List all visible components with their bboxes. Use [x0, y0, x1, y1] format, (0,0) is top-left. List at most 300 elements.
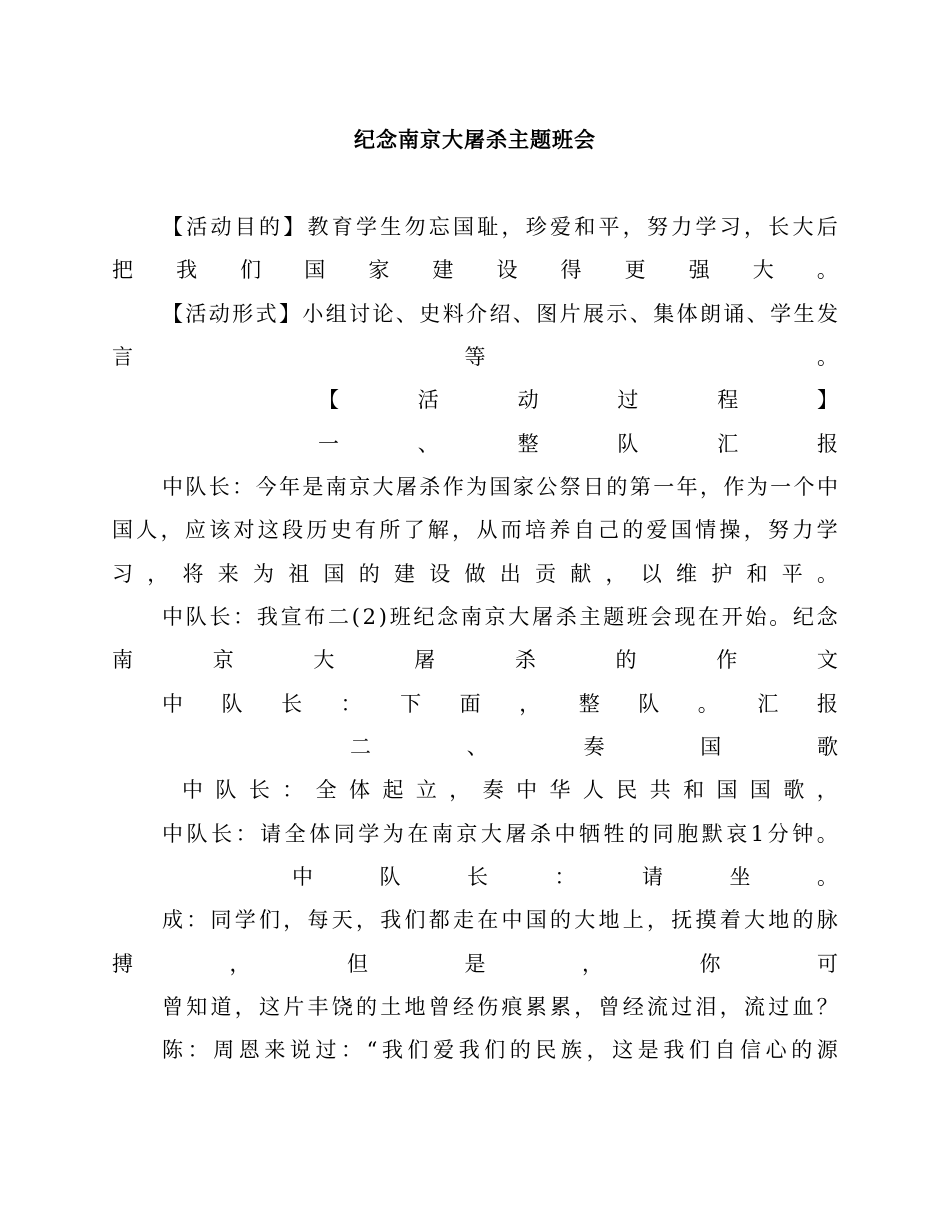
glyph: 一 [653, 475, 675, 499]
glyph: 珍 [525, 215, 547, 239]
glyph: 生 [380, 215, 402, 239]
glyph: 养 [549, 518, 571, 542]
glyph: 队 [617, 432, 639, 456]
glyph: 布 [304, 605, 326, 629]
glyph: 目 [234, 215, 256, 239]
glyph: 讨 [349, 302, 371, 326]
glyph: 们 [404, 908, 426, 932]
glyph: 中 [182, 778, 203, 802]
paragraph-line [182, 775, 838, 805]
glyph: 。 [817, 562, 838, 586]
glyph: 全 [284, 822, 306, 846]
glyph: ( [351, 605, 360, 629]
glyph: ， [744, 215, 765, 239]
glyph: ， [234, 995, 256, 1019]
glyph: 学 [356, 215, 377, 239]
glyph: 的 [509, 1038, 531, 1062]
glyph: 长 [209, 605, 231, 629]
glyph: 出 [499, 562, 521, 586]
glyph: 我 [458, 1038, 480, 1062]
glyph: 报 [816, 692, 838, 716]
glyph: 血 [792, 995, 814, 1019]
glyph: 心 [765, 1038, 787, 1062]
glyph: 介 [466, 302, 488, 326]
glyph: 历 [306, 518, 328, 542]
glyph: 队 [221, 692, 243, 716]
glyph: 学 [234, 908, 256, 932]
glyph: 动 [208, 302, 230, 326]
glyph: 杀 [529, 822, 551, 846]
glyph: ， [647, 908, 668, 932]
glyph: 同 [210, 908, 232, 932]
glyph: 动 [517, 388, 539, 412]
paragraph-line [112, 515, 838, 545]
glyph: 年 [278, 475, 300, 499]
glyph: 累 [525, 995, 547, 1019]
glyph: ？ [816, 995, 838, 1019]
glyph: 示 [606, 302, 628, 326]
glyph: 国 [453, 215, 474, 239]
glyph: 从 [476, 518, 498, 542]
glyph: 摸 [695, 908, 717, 932]
glyph: 集 [653, 302, 675, 326]
glyph: 。 [817, 345, 838, 369]
glyph: 爱 [646, 518, 668, 542]
glyph: 默 [701, 822, 723, 846]
glyph: 今 [255, 475, 277, 499]
glyph: 活 [185, 302, 207, 326]
glyph: 我 [380, 908, 402, 932]
glyph: 大 [752, 258, 774, 282]
glyph: 在 [407, 822, 429, 846]
glyph: 恩 [238, 1038, 260, 1062]
paragraph-line [162, 472, 838, 502]
glyph: ： [233, 605, 255, 629]
glyph: 我 [381, 1038, 403, 1062]
glyph: ： [187, 1038, 209, 1062]
glyph: 体 [676, 302, 698, 326]
glyph: 家 [368, 258, 390, 282]
glyph: 饶 [331, 995, 353, 1019]
glyph: 爱 [433, 1038, 455, 1062]
glyph: 大 [313, 648, 335, 672]
glyph: 陈 [162, 1038, 183, 1062]
glyph: 己 [597, 518, 619, 542]
glyph: 学 [770, 302, 792, 326]
glyph: 民 [535, 1038, 557, 1062]
glyph: 操 [719, 518, 741, 542]
glyph: 都 [428, 908, 450, 932]
glyph: 为 [466, 475, 488, 499]
section-heading [318, 385, 838, 415]
glyph: 体 [309, 822, 331, 846]
glyph: 是 [464, 952, 486, 976]
glyph: 国 [749, 778, 771, 802]
glyph: ， [147, 562, 169, 586]
paragraph-line [162, 819, 838, 849]
glyph: ， [574, 995, 596, 1019]
glyph: 队 [638, 692, 660, 716]
glyph: 请 [642, 865, 663, 889]
glyph: 人 [136, 518, 158, 542]
glyph: 以 [640, 562, 662, 586]
glyph: ， [719, 995, 741, 1019]
glyph: 报 [816, 432, 838, 456]
glyph: 的 [606, 475, 628, 499]
glyph: 共 [649, 778, 671, 802]
glyph: 为 [746, 475, 768, 499]
glyph: 的 [628, 822, 650, 846]
glyph: 长 [768, 215, 790, 239]
paragraph-line [162, 905, 838, 935]
glyph: 所 [379, 518, 401, 542]
glyph: 屠 [414, 648, 436, 672]
glyph: 南 [325, 475, 347, 499]
glyph: 组 [325, 302, 347, 326]
glyph: 、 [512, 302, 534, 326]
glyph: 牲 [603, 822, 625, 846]
glyph: 泪 [695, 995, 717, 1019]
glyph: 、 [417, 432, 439, 456]
glyph: 纪 [792, 605, 814, 629]
glyph: 段 [282, 518, 304, 542]
glyph: 奏 [583, 735, 605, 759]
glyph: 主 [579, 605, 601, 629]
glyph: 南 [112, 648, 133, 672]
glyph: 诵 [723, 302, 745, 326]
glyph: 体 [349, 778, 371, 802]
glyph: 屠 [395, 475, 417, 499]
glyph: 学 [358, 822, 380, 846]
glyph: 大 [508, 605, 530, 629]
glyph: 【 [318, 388, 339, 412]
glyph: 这 [612, 1038, 634, 1062]
glyph: ， [699, 475, 721, 499]
glyph: 形 [232, 302, 254, 326]
section-heading [318, 429, 838, 459]
glyph: 自 [714, 1038, 736, 1062]
glyph: 】 [283, 215, 305, 239]
glyph: 队 [185, 605, 207, 629]
glyph: 过 [768, 995, 790, 1019]
glyph: 动 [210, 215, 232, 239]
glyph: 京 [212, 648, 234, 672]
glyph: 中 [554, 822, 576, 846]
glyph: 朗 [699, 302, 721, 326]
glyph: 活 [186, 215, 208, 239]
glyph: 曾 [598, 995, 620, 1019]
glyph: 平 [598, 215, 620, 239]
glyph: 程 [717, 388, 739, 412]
glyph: 立 [415, 778, 437, 802]
glyph: 的 [615, 648, 637, 672]
glyph: 。 [817, 865, 838, 889]
glyph: 国 [112, 518, 133, 542]
glyph: 们 [688, 1038, 710, 1062]
glyph: 杀 [514, 648, 536, 672]
glyph: 个 [793, 475, 815, 499]
glyph: 分 [767, 822, 789, 846]
glyph: 流 [744, 995, 765, 1019]
glyph: 走 [453, 908, 474, 932]
glyph: 1 [750, 822, 765, 846]
glyph: 发 [816, 302, 838, 326]
glyph: 伤 [477, 995, 499, 1019]
glyph: 对 [233, 518, 255, 542]
glyph: 在 [698, 605, 720, 629]
glyph: ： [554, 865, 576, 889]
glyph: 纪 [413, 605, 435, 629]
glyph: ： [341, 1038, 363, 1062]
glyph: 绍 [489, 302, 511, 326]
glyph: 生 [793, 302, 815, 326]
paragraph-line [162, 602, 838, 632]
glyph: 地 [598, 908, 620, 932]
glyph: 华 [549, 778, 571, 802]
glyph: 建 [432, 258, 454, 282]
glyph: 中 [516, 778, 538, 802]
glyph: 道 [210, 995, 232, 1019]
glyph: 教 [307, 215, 329, 239]
glyph: 习 [112, 562, 133, 586]
glyph: 努 [768, 518, 790, 542]
glyph: 京 [456, 822, 478, 846]
glyph: 来 [217, 562, 239, 586]
glyph: 着 [719, 908, 741, 932]
glyph: 【 [162, 302, 183, 326]
glyph: 的 [622, 518, 644, 542]
glyph: 自 [573, 518, 595, 542]
glyph: 队 [215, 778, 237, 802]
glyph: 人 [582, 778, 604, 802]
glyph: 片 [559, 302, 581, 326]
glyph: 京 [484, 605, 506, 629]
glyph: 过 [671, 995, 693, 1019]
glyph: 忘 [428, 215, 450, 239]
glyph: ， [605, 562, 627, 586]
glyph: 同 [652, 822, 674, 846]
glyph: 国 [489, 475, 511, 499]
glyph: 贡 [535, 562, 556, 586]
glyph: 来 [264, 1038, 286, 1062]
glyph: ， [816, 778, 838, 802]
glyph: 为 [382, 822, 404, 846]
glyph: ， [356, 908, 377, 932]
glyph: 天 [331, 908, 353, 932]
glyph: 屠 [505, 822, 527, 846]
glyph: 国 [670, 518, 692, 542]
glyph: 和 [746, 562, 768, 586]
glyph: 下 [400, 692, 422, 716]
glyph: 说 [289, 1038, 311, 1062]
glyph: 文 [816, 648, 838, 672]
glyph: 现 [674, 605, 696, 629]
glyph: 可 [817, 952, 838, 976]
paragraph-line [292, 862, 838, 892]
glyph: 班 [626, 605, 648, 629]
glyph: 该 [209, 518, 231, 542]
paragraph-line [162, 212, 838, 242]
glyph: 设 [496, 258, 518, 282]
glyph: 学 [695, 215, 717, 239]
glyph: 曾 [428, 995, 450, 1019]
glyph: 做 [464, 562, 486, 586]
glyph: 上 [622, 908, 644, 932]
glyph: 国 [304, 258, 326, 282]
glyph: ， [743, 518, 765, 542]
glyph: 钟 [792, 822, 814, 846]
glyph: 图 [536, 302, 558, 326]
glyph: 料 [442, 302, 464, 326]
glyph: 中 [162, 692, 183, 716]
glyph: 牺 [579, 822, 601, 846]
glyph: 信 [740, 1038, 762, 1062]
glyph: 经 [453, 995, 474, 1019]
paragraph-line [112, 255, 838, 285]
glyph: 耻 [477, 215, 499, 239]
glyph: 长 [208, 475, 230, 499]
glyph: 地 [404, 995, 426, 1019]
glyph: 同 [333, 822, 355, 846]
glyph: 民 [616, 778, 638, 802]
glyph: 大 [480, 822, 502, 846]
glyph: 力 [671, 215, 693, 239]
glyph: 献 [570, 562, 592, 586]
glyph: ， [452, 518, 474, 542]
glyph: 而 [500, 518, 522, 542]
glyph: 始 [745, 605, 767, 629]
glyph: 等 [464, 345, 486, 369]
glyph: 大 [574, 908, 596, 932]
glyph: 的 [550, 908, 571, 932]
glyph: 累 [550, 995, 571, 1019]
glyph: 们 [259, 908, 280, 932]
glyph: 育 [331, 215, 353, 239]
glyph: 队 [185, 475, 207, 499]
glyph: 了 [403, 518, 425, 542]
glyph: 年 [676, 475, 698, 499]
paragraph-line [162, 992, 838, 1022]
glyph: ： [235, 822, 257, 846]
glyph: 班 [389, 605, 411, 629]
glyph: 】 [816, 388, 838, 412]
glyph: 祭 [559, 475, 581, 499]
section-heading [350, 732, 838, 762]
glyph: 大 [744, 908, 765, 932]
paragraph-line [112, 645, 838, 675]
glyph: 每 [307, 908, 329, 932]
glyph: 作 [723, 475, 745, 499]
glyph: 情 [695, 518, 717, 542]
glyph: 、 [395, 302, 417, 326]
glyph: 。 [816, 258, 838, 282]
glyph: 起 [382, 778, 404, 802]
glyph: 是 [637, 1038, 659, 1062]
glyph: 大 [372, 475, 394, 499]
paragraph-line [162, 299, 838, 329]
glyph: 搏 [112, 952, 133, 976]
glyph: 活 [417, 388, 439, 412]
glyph: 史 [419, 302, 441, 326]
glyph: 第 [629, 475, 651, 499]
glyph: 会 [650, 605, 672, 629]
glyph: 哀 [726, 822, 748, 846]
glyph: 二 [350, 735, 371, 759]
glyph: 史 [330, 518, 352, 542]
glyph: 杀 [555, 605, 577, 629]
glyph: 和 [574, 215, 596, 239]
glyph: 经 [622, 995, 644, 1019]
glyph: 家 [512, 475, 534, 499]
glyph: ： [282, 778, 304, 802]
glyph: 的 [792, 908, 814, 932]
glyph: 脉 [816, 908, 838, 932]
glyph: 宣 [280, 605, 302, 629]
glyph: 知 [186, 995, 208, 1019]
glyph: 展 [583, 302, 605, 326]
paragraph-line [162, 689, 838, 719]
glyph: ： [232, 475, 254, 499]
glyph: 习 [719, 215, 741, 239]
glyph: 公 [536, 475, 558, 499]
glyph: 土 [380, 995, 402, 1019]
glyph: 。 [697, 692, 719, 716]
paragraph-line [162, 1035, 838, 1065]
glyph: 解 [427, 518, 449, 542]
glyph: 歌 [817, 735, 838, 759]
glyph: 你 [699, 952, 721, 976]
glyph: 大 [792, 215, 814, 239]
glyph: 周 [213, 1038, 235, 1062]
glyph: 过 [617, 388, 639, 412]
paragraph-line [112, 559, 838, 589]
glyph: 长 [467, 865, 488, 889]
glyph: ， [622, 215, 644, 239]
glyph: 将 [182, 562, 204, 586]
glyph: 坐 [729, 865, 751, 889]
glyph: 成 [162, 908, 183, 932]
glyph: 国 [700, 735, 722, 759]
glyph: ， [229, 952, 251, 976]
glyph: 南 [431, 822, 453, 846]
glyph: 长 [211, 822, 233, 846]
glyph: 长 [248, 778, 270, 802]
glyph: 曾 [162, 995, 183, 1019]
glyph: ， [283, 908, 305, 932]
glyph: 的 [358, 562, 380, 586]
glyph: 奏 [482, 778, 504, 802]
glyph: 平 [781, 562, 803, 586]
glyph: 汇 [757, 692, 779, 716]
glyph: 中 [501, 908, 523, 932]
glyph: 这 [259, 995, 280, 1019]
paragraph-line [112, 949, 838, 979]
glyph: 。 [769, 605, 791, 629]
glyph: 中 [292, 865, 313, 889]
glyph: 汇 [717, 432, 739, 456]
glyph: 屠 [532, 605, 553, 629]
glyph: 题 [603, 605, 625, 629]
glyph: 国 [525, 908, 547, 932]
glyph: 队 [186, 822, 208, 846]
paragraph-line [112, 342, 838, 372]
glyph: 一 [770, 475, 792, 499]
glyph: 请 [260, 822, 282, 846]
glyph: 努 [647, 215, 668, 239]
glyph: 中 [162, 822, 183, 846]
glyph: 、 [466, 735, 488, 759]
glyph: 护 [711, 562, 733, 586]
